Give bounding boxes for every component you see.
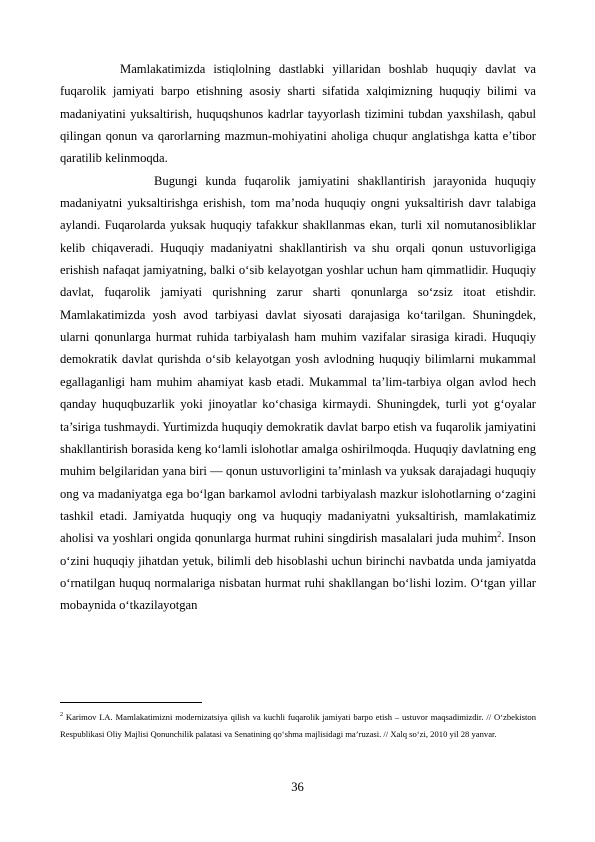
page-number: 36 (291, 780, 304, 794)
footnote-text: Karimov I.A. Mamlakatimizni modernizatsiya qilish va kuchli fuqarolik jamiyati barpo etish – ustuvor maqsadimizdir. // O‘zbekiston Respublikasi Oliy Majlisi Qonunchilik palatasi va Senatining qo‘shma majlisidagi ma’ruzasi. // Xalq so‘zi, 2010 yil 28 yanvar. (60, 712, 536, 740)
footnote (60, 709, 536, 744)
paragraph-2-continuation: . Inson o‘zini huquqiy jihatdan yetuk, bilimli deb hisoblashi uchun birinchi navbatda unda jamiyatda o‘rnatilgan huquq normalariga nisbatan hurmat ruhi shakllangan bo‘lishi lozim. O‘tgan yillar mobaynida o‘tkazilayotgan (60, 531, 536, 613)
footnote-reference[interactable]: 2 (497, 530, 502, 540)
paragraph-2-text: Bugungi kunda fuqarolik jamiyatini shakllantirish jarayonida huquqiy madaniyatni yuksaltirishga erishish, tom ma’noda huquqiy ongni yuksaltirish davr talabiga aylandi. Fuqarolarda yuksak huquqiy tafakkur shakllanmas ekan, turli xil nomutanosibliklar kelib chiqaveradi. Huquqiy madaniyatni shakllantirish va shu orqali qonun ustuvorligiga erishish nafaqat jamiyatning, balki o‘sib kelayotgan yoshlar uchun ham qimmatlidir. Huquqiy davlat, fuqarolik jamiyati qurishning zarur sharti qonunlarga so‘zsiz itoat etishdir. Mamlakatimizda yosh avod tarbiyasi davlat siyosati darajasiga ko‘tarilgan. Shuningdek, ularni qonunlarga hurmat ruhida tarbiyalash ham muhim vazifalar sirasiga kiradi. Huquqiy demokratik davlat qurishda o‘sib kelayotgan yosh avlodning huquqiy bilimlarni mukammal egallaganligi ham muhim ahamiyat kasb etadi. Mukammal ta’lim-tarbiya olgan avlod hech qanday huquqbuzarlik yoki jinoyatlar ko‘chasiga kirmaydi. Shuningdek, turli yot g‘oyalar ta’siriga tushmaydi. Yurtimizda huquqiy demokratik davlat barpo etish va fuqarolik jamiyatini shakllantirish borasida keng ko‘lamli islohotlar amalga oshirilmoqda. Huquqiy davlatning eng muhim belgilaridan yana biri — qonun ustuvorligini ta’minlash va yuksak darajadagi huquqiy ong va madaniyatga ega bo‘lgan barkamol avlodni tarbiyalash mazkur islohotlarning o‘zagini tashkil etadi. Jamiyatda huquqiy ong va huquqiy madaniyatni yuksaltirish, mamlakatimiz aholisi va yoshlari ongida qonunlarga hurmat ruhini singdirish masalalari juda muhim (60, 173, 536, 546)
paragraph-2 (60, 170, 536, 617)
footnote-separator (60, 702, 202, 703)
footnote-number: 2 (60, 712, 63, 719)
paragraph-1: Mamlakatimizda istiqlolning dastlabki yillaridan boshlab huquqiy davlat va fuqarolik jamiyati barpo etishning asosiy sharti sifatida xalqimizning huquqiy bilimi va madaniyatini yuksaltirish, huquqshunos kadrlar tayyorlash tizimini tubdan yaxshilash, qabul qilingan qonun va qarorlarning mazmun-mohiyatini aholiga chuqur anglatishga katta e’tibor qaratilib kelinmoqda. (60, 62, 536, 166)
body-text (60, 58, 536, 617)
